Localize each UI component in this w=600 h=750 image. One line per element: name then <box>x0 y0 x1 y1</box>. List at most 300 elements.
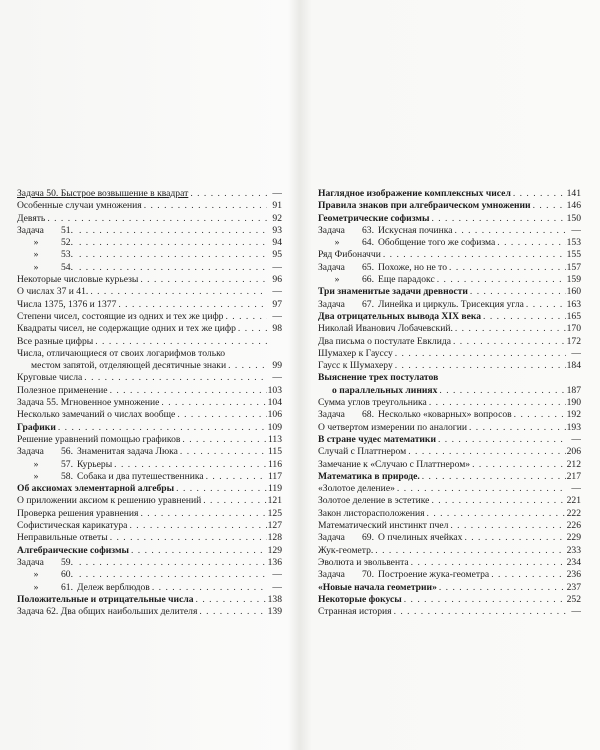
toc-entry-text: Случай с Платтнером <box>318 446 407 458</box>
toc-entry-title <box>17 606 197 618</box>
dot-leader <box>79 557 267 569</box>
toc-page-number: 172 <box>566 335 581 347</box>
toc-entry <box>318 545 581 557</box>
toc-entry-title <box>318 372 438 384</box>
toc-entry-label: » <box>334 237 340 249</box>
toc-entry-text: Полезное применение <box>17 384 108 396</box>
toc-page-number: 212 <box>566 458 581 470</box>
toc-page-number: 234 <box>566 556 581 568</box>
toc-entry-title <box>318 348 393 360</box>
toc-entry <box>318 483 581 495</box>
toc-entry-text: о параллельных линиях <box>332 384 438 396</box>
toc-page-number: 94 <box>272 237 282 249</box>
dot-leader <box>79 249 267 261</box>
toc-entry-title <box>318 360 393 372</box>
dot-leader <box>110 385 267 397</box>
toc-entry-text: местом запятой, отделяющей десятичные знаки <box>31 360 227 372</box>
dot-leader <box>206 471 267 483</box>
toc-entry-title <box>17 532 108 544</box>
toc-entry-title <box>17 372 82 384</box>
toc-page-number: 136 <box>267 556 282 568</box>
toc-entry <box>318 434 581 446</box>
dot-leader <box>144 200 267 212</box>
toc-entry-title <box>318 582 437 594</box>
toc-page-number: 157 <box>566 261 581 273</box>
toc-entry <box>17 336 282 348</box>
toc-entry-text: О числах 37 и 41. <box>17 286 89 298</box>
toc-entry-label: Задача <box>17 224 44 236</box>
toc-entry-text: Числа 1375, 1376 и 1377 <box>17 298 117 310</box>
toc-entry-label: Задача <box>17 446 44 458</box>
toc-entry-title <box>17 508 138 520</box>
toc-entry-title <box>17 409 175 421</box>
dot-leader <box>47 213 267 225</box>
toc-page-number: 170 <box>566 323 581 335</box>
toc-entry-title <box>17 483 174 495</box>
toc-entry <box>318 520 581 532</box>
toc-entry-title <box>17 249 77 261</box>
toc-entry-number: 65. <box>362 261 374 273</box>
toc-entry-title <box>318 200 531 212</box>
toc-entry-text: Дележ верблюдов <box>77 581 150 593</box>
toc-entry-text: Задача 62. Два общих наибольших делителя <box>17 606 198 618</box>
dot-leader <box>450 520 565 532</box>
dot-leader <box>533 200 566 212</box>
toc-entry-text: Жук-геометр. <box>318 544 374 556</box>
toc-page-number: — <box>571 433 581 445</box>
dot-leader <box>177 409 266 421</box>
toc-entry <box>17 311 282 323</box>
toc-entry-title <box>318 483 395 495</box>
toc-entry-title <box>318 225 453 237</box>
dot-leader <box>180 446 267 458</box>
toc-entry <box>318 249 581 261</box>
toc-entry-text: Три знаменитые задачи древности <box>318 286 468 298</box>
toc-entry-number: 70. <box>362 569 374 581</box>
toc-entry-title <box>17 471 204 483</box>
toc-entry <box>17 495 282 507</box>
toc-entry <box>318 569 581 581</box>
toc-entry-title <box>318 459 470 471</box>
toc-page-number: 221 <box>566 495 581 507</box>
toc-entry-title <box>17 594 194 606</box>
toc-page-number: — <box>571 347 581 359</box>
toc-entry-text: Гаусс к Шумахеру <box>318 360 393 372</box>
toc-entry <box>318 286 581 298</box>
toc-entry-title <box>17 336 93 348</box>
toc-entry-title <box>318 311 481 323</box>
toc-entry-text: Николай Иванович Лобачевский. <box>318 323 453 335</box>
toc-entry <box>17 262 282 274</box>
dot-leader <box>427 508 566 520</box>
toc-entry-title <box>318 262 447 274</box>
toc-page-number: 237 <box>566 581 581 593</box>
dot-leader <box>497 237 565 249</box>
dot-leader <box>395 360 566 372</box>
toc-entry-text: Золотое деление в эстетике <box>318 495 430 507</box>
dot-leader <box>526 299 566 311</box>
toc-entry-text: Несколько «коварных» вопросов <box>378 409 512 421</box>
toc-page-number: — <box>272 261 282 273</box>
toc-entry <box>17 360 282 372</box>
toc-entry-text: «Золотое деление» <box>318 483 395 495</box>
toc-entry-text: Странная история <box>318 606 392 618</box>
toc-entry <box>318 385 581 397</box>
toc-entry <box>318 225 581 237</box>
toc-entry-title <box>17 495 201 507</box>
toc-entry-label: » <box>33 261 39 273</box>
toc-entry-title <box>318 434 436 446</box>
toc-entry <box>318 213 581 225</box>
dot-leader <box>422 471 566 483</box>
toc-page-number: 217 <box>566 470 581 482</box>
toc-entry-title <box>17 385 108 397</box>
toc-page-number: — <box>272 569 282 581</box>
toc-entry <box>318 262 581 274</box>
toc-page-number: 192 <box>566 409 581 421</box>
dot-leader <box>438 434 566 446</box>
toc-entry <box>318 446 581 458</box>
toc-page-number: 106 <box>267 409 282 421</box>
toc-page-number: 115 <box>267 446 282 458</box>
dot-leader <box>118 299 267 311</box>
toc-entry-text: Положительные и отрицательные числа <box>17 593 194 605</box>
toc-entry-title <box>318 569 489 581</box>
toc-page-number: 95 <box>272 249 282 261</box>
toc-entry-title <box>17 446 178 458</box>
toc-page-number: 98 <box>272 323 282 335</box>
toc-entry <box>17 274 282 286</box>
dot-leader <box>203 495 266 507</box>
toc-entry-text: Девять <box>17 212 46 224</box>
toc-entry-title <box>17 225 77 237</box>
toc-page-number: 97 <box>272 298 282 310</box>
toc-page-number: 139 <box>267 606 282 618</box>
toc-entry-text: Еще парадокс <box>378 274 435 286</box>
toc-entry-text: Числа, отличающиеся от своих логарифмов только <box>17 347 226 359</box>
toc-page-number: 128 <box>267 532 282 544</box>
toc-page-number: — <box>571 606 581 618</box>
toc-entry-label: Задача <box>318 298 345 310</box>
dot-leader <box>513 188 566 200</box>
toc-entry-number: 64. <box>362 237 374 249</box>
toc-page-number: 117 <box>267 470 282 482</box>
toc-entry-text: Правила знаков при алгебраическом умножении <box>318 200 531 212</box>
toc-entry <box>17 422 282 434</box>
toc-entry <box>17 237 282 249</box>
toc-entry-text: Задача 50. Быстрое возвышение в квадрат <box>17 188 189 199</box>
toc-entry-title <box>17 557 77 569</box>
toc-entry-label: » <box>334 274 340 286</box>
dot-leader <box>131 545 267 557</box>
toc-entry-title <box>17 422 56 434</box>
toc-page-number: 252 <box>566 593 581 605</box>
toc-page-number: 125 <box>267 507 282 519</box>
toc-entry <box>318 299 581 311</box>
toc-entry <box>17 299 282 311</box>
dot-leader <box>79 225 267 237</box>
toc-entry <box>318 200 581 212</box>
toc-page-number: 93 <box>272 224 282 236</box>
toc-page-number: — <box>272 372 282 384</box>
dot-leader <box>114 459 267 471</box>
toc-entry-title <box>17 545 129 557</box>
toc-entry-title <box>17 348 225 360</box>
toc-entry <box>318 188 581 200</box>
toc-entry-number: 57. <box>61 458 73 470</box>
toc-entry-title <box>17 286 88 298</box>
toc-entry-text: Несколько замечаний о числах вообще <box>17 409 176 421</box>
toc-entry-text: Некоторые числовые курьезы <box>17 274 139 286</box>
dot-leader <box>397 483 566 495</box>
toc-entry-text: Решение уравнений помощью графиков <box>17 433 181 445</box>
toc-entry <box>17 397 282 409</box>
toc-entry <box>17 323 282 335</box>
dot-leader <box>470 286 566 298</box>
toc-page-number: 96 <box>272 274 282 286</box>
toc-entry <box>318 594 581 606</box>
toc-entry <box>17 249 282 261</box>
toc-entry <box>17 569 282 581</box>
dot-leader <box>514 409 566 421</box>
toc-entry-number: 54. <box>61 261 73 273</box>
toc-entry <box>318 397 581 409</box>
toc-entry <box>17 225 282 237</box>
dot-leader <box>455 225 566 237</box>
toc-entry-text: Неправильные ответы <box>17 532 108 544</box>
toc-entry-text: Математика в природе. <box>318 470 420 482</box>
toc-entry-text: Графики <box>17 421 56 433</box>
toc-entry-text: Закон листорасположения <box>318 507 425 519</box>
toc-page-number: 193 <box>566 421 581 433</box>
dot-leader <box>375 545 565 557</box>
toc-page-number: — <box>571 224 581 236</box>
toc-entry-number: 53. <box>61 249 73 261</box>
toc-entry-title <box>17 213 45 225</box>
dot-leader <box>196 594 267 606</box>
toc-entry-title <box>318 336 451 348</box>
toc-entry-text: О четвертом измерении по аналогии <box>318 421 467 433</box>
toc-page-number: 91 <box>272 200 282 212</box>
toc-entry-title <box>17 459 112 471</box>
toc-entry-number: 66. <box>362 274 374 286</box>
toc-entry <box>318 323 581 335</box>
toc-entry-text: Задача 55. Мгновенное умножение <box>17 397 160 409</box>
toc-entry <box>318 471 581 483</box>
toc-entry <box>318 336 581 348</box>
dot-leader <box>383 249 566 261</box>
toc-page-number: 190 <box>566 397 581 409</box>
dot-leader <box>228 360 267 372</box>
toc-entry-text: Проверка решения уравнения <box>17 507 139 519</box>
toc-entry-title <box>17 520 127 532</box>
toc-entry <box>318 348 581 360</box>
toc-entry-text: Эволюта и эвольвента <box>318 556 409 568</box>
toc-entry-label: » <box>33 581 39 593</box>
toc-entry-number: 68. <box>362 409 374 421</box>
toc-page-number: — <box>272 286 282 298</box>
toc-entry-text: Два письма о постулате Евклида <box>318 335 451 347</box>
toc-entry-text: О приложении аксиом к решению уравнений <box>17 495 202 507</box>
toc-entry-number: 52. <box>61 237 73 249</box>
toc-entry <box>17 483 282 495</box>
toc-entry-text: Все разные цифры <box>17 335 94 347</box>
toc-entry <box>318 495 581 507</box>
toc-entry <box>318 372 581 384</box>
dot-leader <box>439 582 566 594</box>
dot-leader <box>472 459 566 471</box>
dot-leader <box>140 508 266 520</box>
toc-entry-title <box>318 274 435 286</box>
toc-entry-number: 67. <box>362 298 374 310</box>
toc-entry-text: Выяснение трех постулатов <box>318 372 439 384</box>
toc-entry-title <box>17 397 159 409</box>
toc-entry <box>17 471 282 483</box>
toc-entry <box>17 213 282 225</box>
toc-entry-title <box>318 409 512 421</box>
toc-page-number: 153 <box>566 237 581 249</box>
toc-page-number: 229 <box>566 532 581 544</box>
toc-page-number: — <box>272 581 282 593</box>
toc-entry-number: 61. <box>61 581 73 593</box>
toc-left-column <box>17 188 282 618</box>
toc-entry <box>318 606 581 618</box>
toc-entry-label: Задача <box>318 569 345 581</box>
toc-entry-text: Математический инстинкт пчел <box>318 520 449 532</box>
toc-entry-title <box>318 323 453 335</box>
toc-page-number: 146 <box>566 200 581 212</box>
toc-entry-number: 58. <box>61 470 73 482</box>
dot-leader <box>225 311 267 323</box>
toc-entry-title <box>17 360 226 372</box>
toc-entry <box>318 557 581 569</box>
toc-entry-text: Об аксиомах элементарной алгебры <box>17 483 175 495</box>
toc-entry <box>17 348 282 360</box>
toc-entry-label: » <box>33 249 39 261</box>
toc-entry-title <box>17 237 77 249</box>
toc-entry-text: Особенные случаи умножения <box>17 200 142 212</box>
toc-entry <box>17 385 282 397</box>
toc-entry-text: Наглядное изображение комплексных чисел <box>318 188 511 199</box>
toc-entry-text: Два отрицательных вывода XIX века <box>318 310 482 322</box>
toc-entry-title <box>318 286 468 298</box>
toc-entry-text: Линейка и циркуль. Трисекция угла <box>378 298 524 310</box>
dot-leader <box>90 286 267 298</box>
toc-entry-title <box>17 274 138 286</box>
toc-page-number: 141 <box>566 188 581 199</box>
dot-leader <box>84 372 267 384</box>
toc-entry <box>318 532 581 544</box>
toc-entry-label: Задача <box>318 261 345 273</box>
dot-leader <box>483 311 566 323</box>
toc-entry-text: Похоже, но не то <box>378 261 448 273</box>
toc-page-number: 236 <box>566 569 581 581</box>
dot-leader <box>152 582 267 594</box>
toc-entry-title <box>318 446 406 458</box>
toc-entry-text: Обобщение того же софизма <box>378 237 496 249</box>
toc-entry <box>17 409 282 421</box>
toc-entry-title <box>318 532 462 544</box>
dot-leader <box>58 422 267 434</box>
dot-leader <box>79 237 267 249</box>
toc-page-number: 184 <box>566 360 581 372</box>
dot-leader <box>394 606 566 618</box>
toc-entry-title <box>318 606 392 618</box>
toc-entry-text: Алгебраические софизмы <box>17 544 129 556</box>
dot-leader <box>439 385 565 397</box>
toc-entry <box>318 459 581 471</box>
toc-entry-number: 56. <box>61 446 73 458</box>
dot-leader <box>429 397 566 409</box>
toc-entry-title <box>17 569 77 581</box>
toc-entry <box>17 372 282 384</box>
toc-entry-text: Софистическая карикатура <box>17 520 128 532</box>
toc-entry-title <box>318 299 524 311</box>
toc-page-number: 121 <box>267 495 282 507</box>
dot-leader <box>491 569 565 581</box>
toc-entry-text: О пчелиных ячейках <box>378 532 463 544</box>
toc-entry-number: 69. <box>362 532 374 544</box>
toc-page-number: 226 <box>566 520 581 532</box>
toc-entry-label: » <box>33 569 39 581</box>
dot-leader <box>437 274 566 286</box>
dot-leader <box>79 569 267 581</box>
toc-page-number: 150 <box>566 212 581 224</box>
toc-entry-title <box>318 422 467 434</box>
toc-entry-title <box>318 557 409 569</box>
dot-leader <box>431 213 565 225</box>
toc-page-number: 222 <box>566 507 581 519</box>
toc-right-column <box>318 188 581 618</box>
toc-entry-title <box>318 471 420 483</box>
dot-leader <box>455 323 566 335</box>
toc-page-number: 127 <box>267 520 282 532</box>
dot-leader <box>395 348 566 360</box>
toc-entry-title <box>318 213 429 225</box>
toc-entry <box>318 311 581 323</box>
toc-entry-title <box>17 323 236 335</box>
dot-leader <box>404 594 566 606</box>
toc-entry-text: Шумахер к Гауссу <box>318 347 393 359</box>
toc-page-number: 103 <box>267 384 282 396</box>
toc-page-number: — <box>571 483 581 495</box>
toc-page-number: 92 <box>272 212 282 224</box>
toc-entry-number: 60. <box>61 569 73 581</box>
toc-entry-text: Замечание к «Случаю с Платтнером» <box>318 458 471 470</box>
toc-entry-title <box>318 520 448 532</box>
toc-entry-title <box>17 200 142 212</box>
toc-page-number: 187 <box>566 384 581 396</box>
toc-entry-title <box>318 249 381 261</box>
toc-entry <box>17 582 282 594</box>
toc-entry-text: Искусная починка <box>378 224 453 236</box>
dot-leader <box>161 397 266 409</box>
toc-entry <box>17 286 282 298</box>
toc-entry-number: 63. <box>362 224 374 236</box>
toc-page-number: — <box>272 188 282 199</box>
toc-entry <box>318 360 581 372</box>
dot-leader <box>453 336 566 348</box>
toc-page-number: 160 <box>566 286 581 298</box>
dot-leader <box>95 336 267 348</box>
toc-entry <box>318 409 581 421</box>
toc-entry-text: Ряд Фибоначчи <box>318 249 381 261</box>
toc-page-number: 163 <box>566 298 581 310</box>
dot-leader <box>176 483 267 495</box>
dot-leader <box>182 434 267 446</box>
toc-page-number: 116 <box>267 458 282 470</box>
dot-leader <box>79 262 267 274</box>
